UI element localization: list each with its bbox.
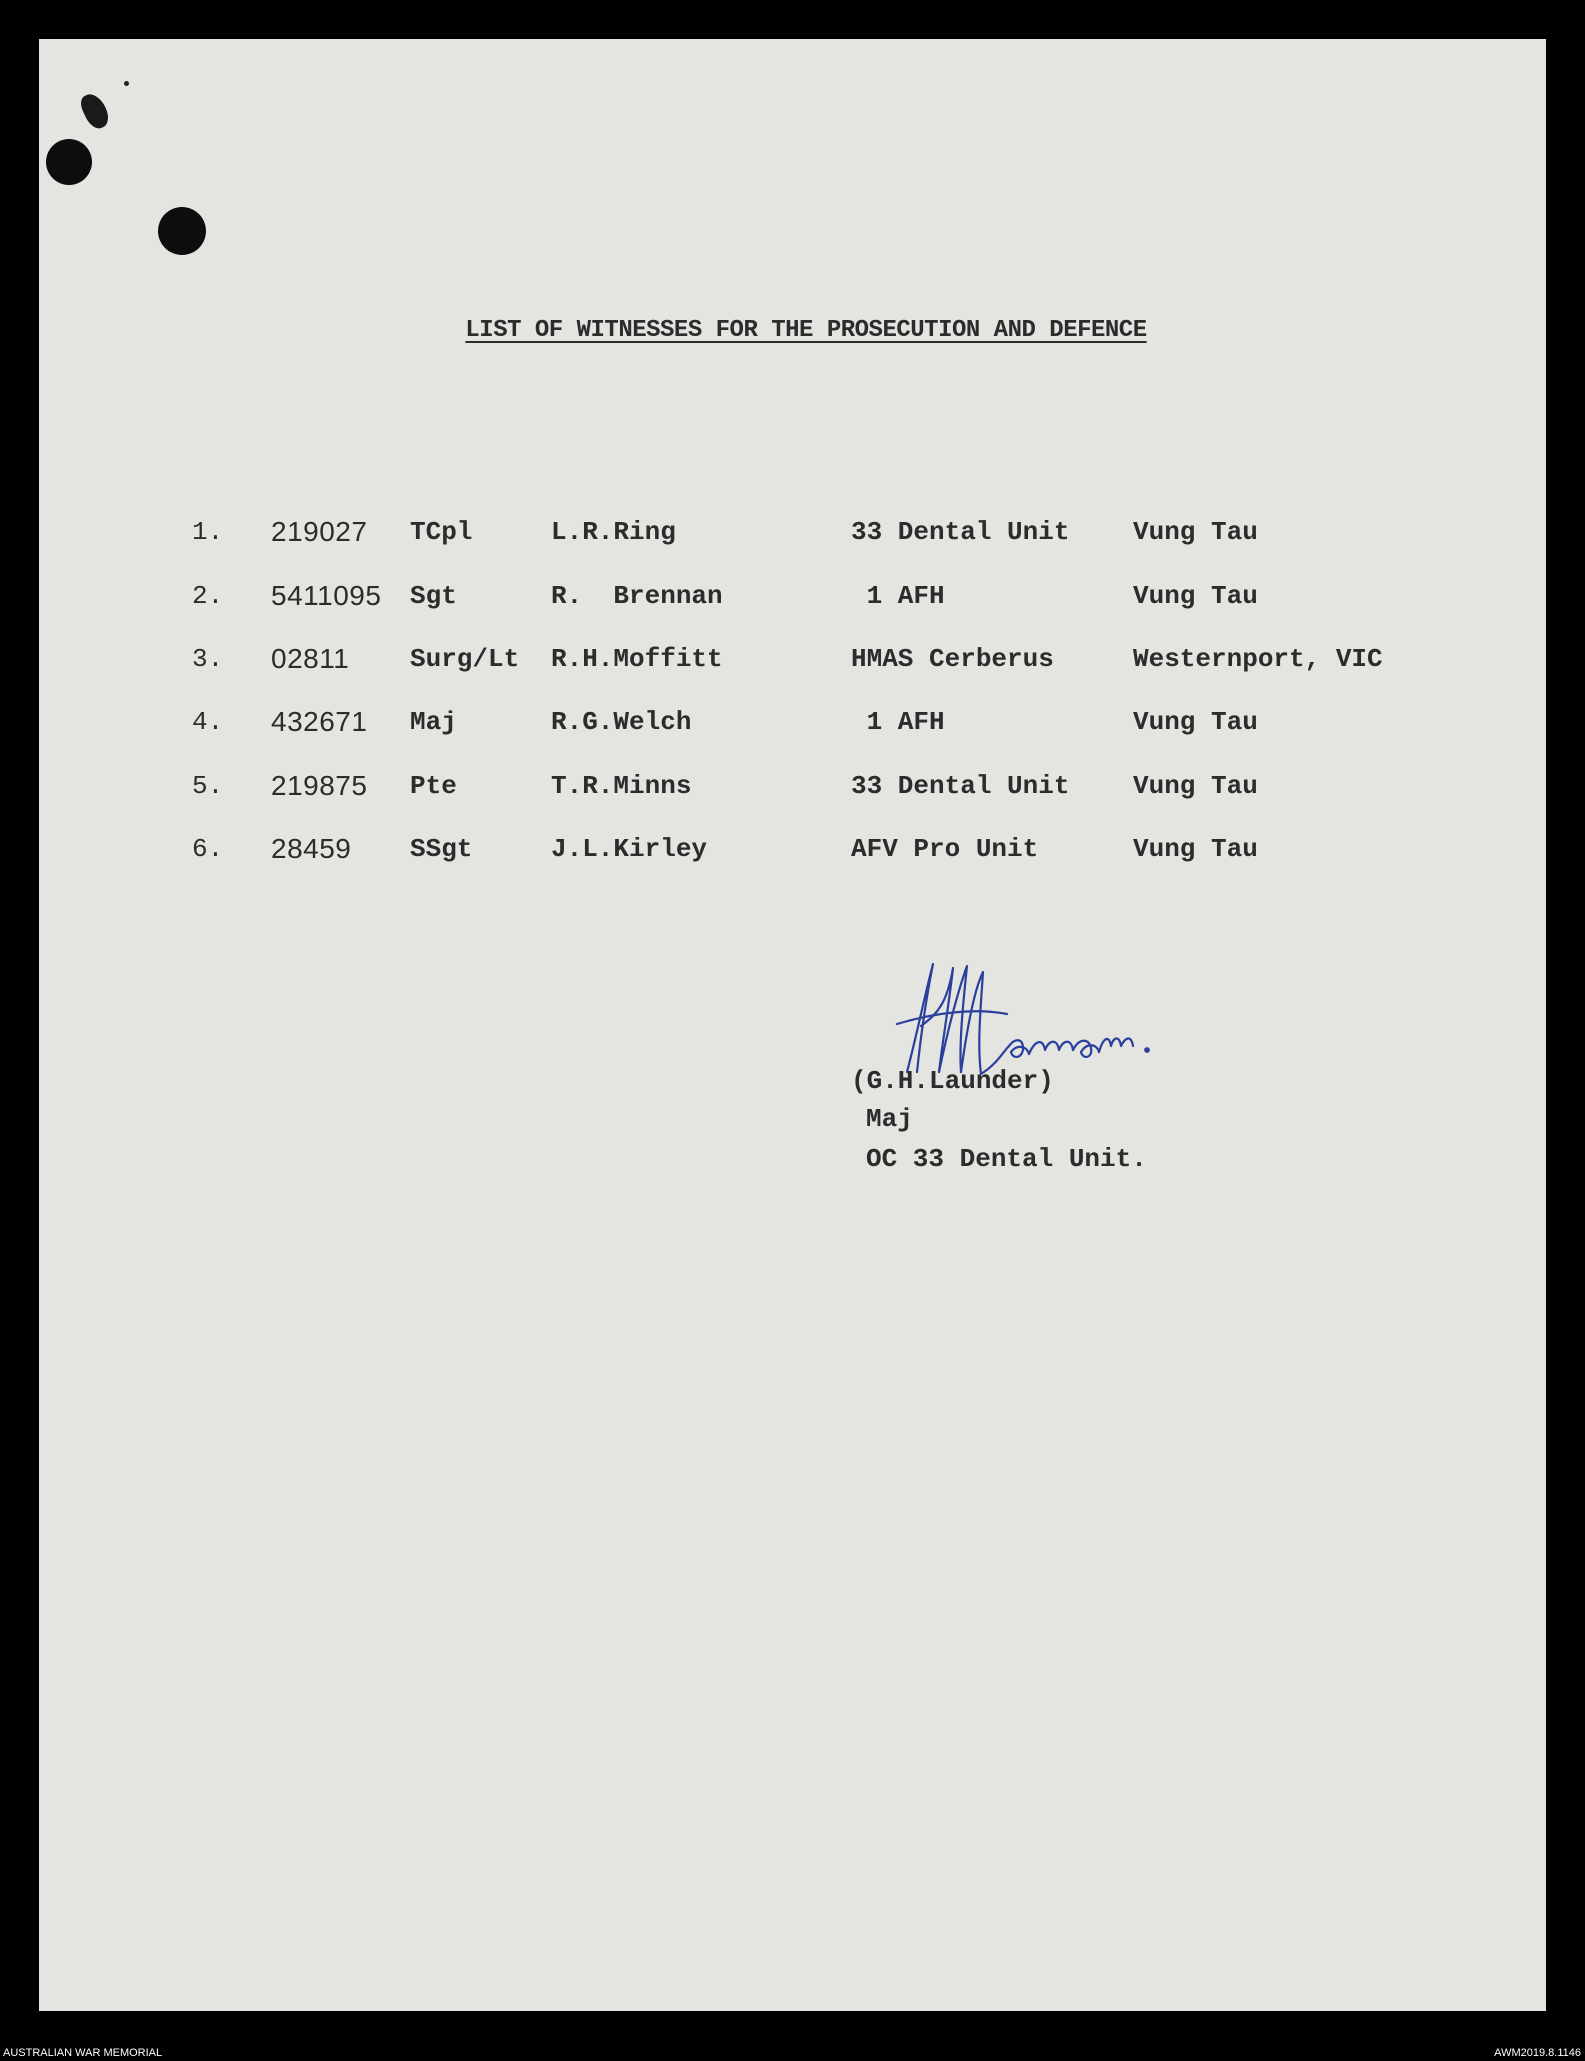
signatory-name: (G.H.Launder) [851, 1066, 1054, 1096]
witness-location: Westernport, VIC [1133, 644, 1383, 674]
witness-rank: Pte [410, 771, 457, 801]
witness-service-number: 5411095 [271, 580, 382, 611]
witness-rank: Maj [410, 707, 457, 737]
witness-unit: 33 Dental Unit [851, 517, 1070, 547]
document-title: LIST OF WITNESSES FOR THE PROSECUTION AND DEFENCE [465, 317, 1147, 344]
witness-number: 2. [192, 581, 224, 611]
footer-institution: AUSTRALIAN WAR MEMORIAL [3, 2047, 163, 2059]
witness-name: J.L.Kirley [551, 834, 708, 864]
witness-row [39, 639, 1546, 679]
witness-name: R. Brennan [551, 581, 723, 611]
witness-location: Vung Tau [1133, 771, 1258, 801]
witness-row [39, 702, 1546, 742]
witness-service-number: 432671 [271, 706, 368, 737]
paper-tear-mark [77, 90, 112, 132]
witness-row [39, 829, 1546, 869]
witness-unit: 33 Dental Unit [851, 771, 1070, 801]
witness-name: R.H.Moffitt [551, 644, 723, 674]
witness-location: Vung Tau [1133, 707, 1258, 737]
witness-unit: AFV Pro Unit [851, 834, 1039, 864]
witness-name: T.R.Minns [551, 771, 692, 801]
witness-number: 4. [192, 707, 224, 737]
witness-row [39, 766, 1546, 806]
witness-service-number: 02811 [271, 643, 350, 674]
signatory-rank: Maj [866, 1104, 913, 1134]
witness-location: Vung Tau [1133, 581, 1258, 611]
witness-unit: 1 AFH [851, 581, 945, 611]
punch-hole [158, 207, 206, 255]
witness-location: Vung Tau [1133, 834, 1258, 864]
witness-service-number: 28459 [271, 833, 352, 864]
signature-strokes [897, 964, 1149, 1074]
witness-row [39, 512, 1546, 552]
signatory-appointment: OC 33 Dental Unit. [866, 1144, 1147, 1174]
witness-service-number: 219875 [271, 770, 368, 801]
witness-number: 3. [192, 644, 224, 674]
witness-unit: HMAS Cerberus [851, 644, 1054, 674]
witness-name: L.R.Ring [551, 517, 676, 547]
witness-unit: 1 AFH [851, 707, 945, 737]
paper-speck [124, 81, 129, 86]
witness-row [39, 576, 1546, 616]
witness-rank: Surg/Lt [410, 644, 520, 674]
footer-accession-number: AWM2019.8.1146 [1494, 2047, 1581, 2059]
witness-service-number: 219027 [271, 516, 368, 547]
witness-number: 5. [192, 771, 224, 801]
witness-rank: SSgt [410, 834, 473, 864]
witness-rank: TCpl [410, 517, 473, 547]
witness-rank: Sgt [410, 581, 457, 611]
witness-number: 6. [192, 834, 224, 864]
document-page [39, 39, 1546, 2011]
punch-hole [46, 139, 92, 185]
witness-location: Vung Tau [1133, 517, 1258, 547]
witness-name: R.G.Welch [551, 707, 692, 737]
witness-number: 1. [192, 517, 224, 547]
